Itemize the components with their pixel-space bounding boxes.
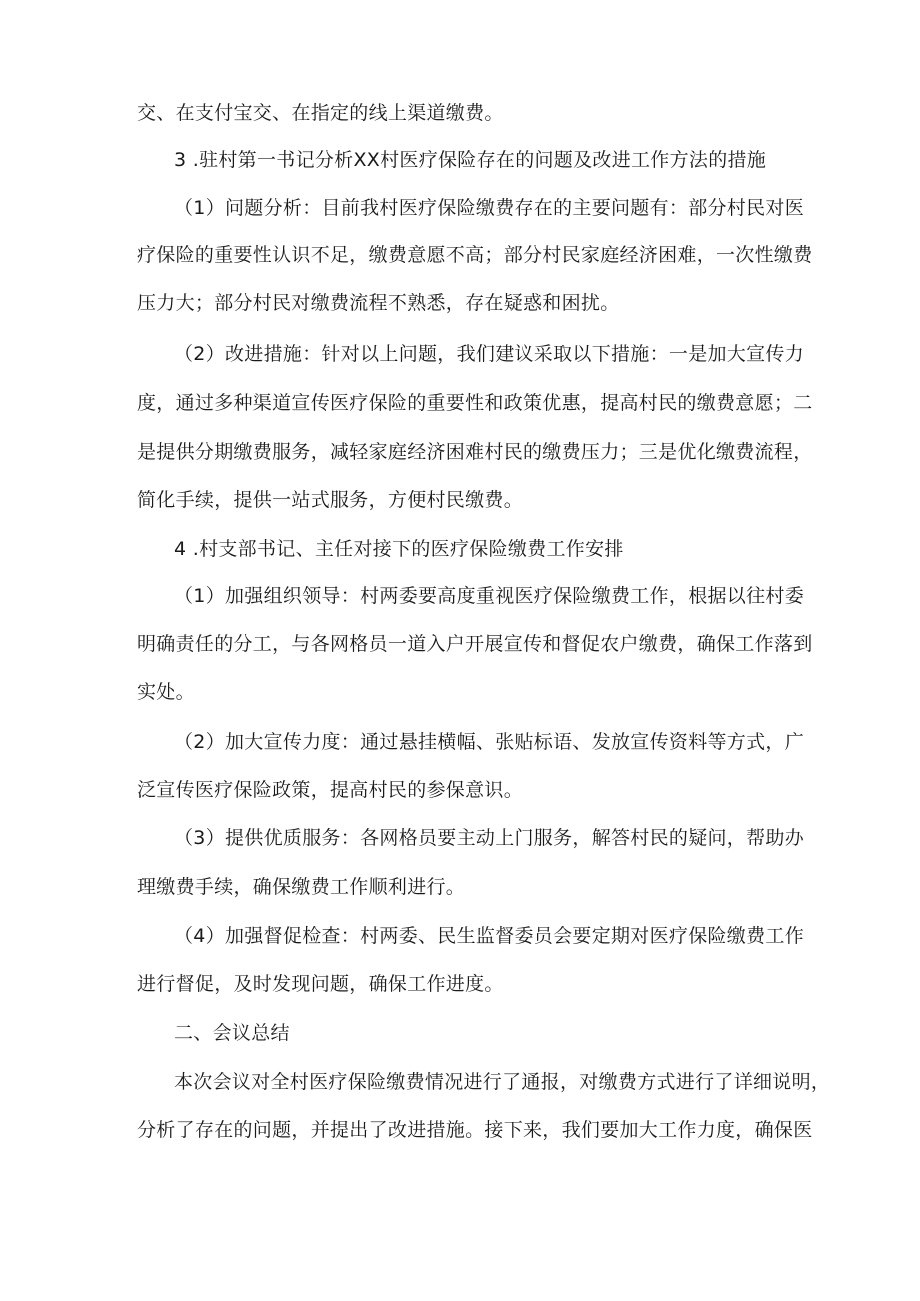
text-line-12: 明确责任的分工，与各网格员一道入户开展宣传和督促农户缴费，确保工作落到: [137, 633, 813, 655]
text-line-15: 泛宣传医疗保险政策，提高村民的参保意识。: [137, 779, 524, 801]
text-line-6: （2）改进措施：针对以上问题，我们建议采取以下措施：一是加大宣传力: [174, 343, 804, 365]
text-line-4: 疗保险的重要性认识不足，缴费意愿不高；部分村民家庭经济困难，一次性缴费: [137, 244, 813, 266]
text-line-18: （4）加强督促检查：村两委、民生监督委员会要定期对医疗保险缴费工作: [174, 925, 804, 947]
text-line-3: （1）问题分析：目前我村医疗保险缴费存在的主要问题有：部分村民对医: [174, 197, 804, 219]
section-heading-summary: 二、会议总结: [174, 1022, 290, 1044]
section-heading-3: 3 .驻村第一书记分析XX村医疗保险存在的问题及改进工作方法的措施: [174, 149, 767, 171]
text-line-8: 是提供分期缴费服务，减轻家庭经济困难村民的缴费压力；三是优化缴费流程，: [137, 441, 813, 463]
text-line-17: 理缴费手续，确保缴费工作顺利进行。: [137, 876, 466, 898]
text-line-21: 本次会议对全村医疗保险缴费情况进行了通报，对缴费方式进行了详细说明，: [174, 1071, 831, 1093]
text-line-16: （3）提供优质服务：各网格员要主动上门服务，解答村民的疑问，帮助办: [174, 827, 804, 849]
text-line-5: 压力大；部分村民对缴费流程不熟悉，存在疑惑和困扰。: [137, 292, 620, 314]
section-heading-4: 4 .村支部书记、主任对接下的医疗保险缴费工作安排: [174, 538, 624, 560]
text-line-9: 简化手续，提供一站式服务，方便村民缴费。: [137, 489, 524, 511]
text-line-22: 分析了存在的问题，并提出了改进措施。接下来，我们要加大工作力度，确保医: [137, 1119, 813, 1141]
text-line-13: 实处。: [137, 681, 195, 703]
text-line-1: 交、在支付宝交、在指定的线上渠道缴费。: [137, 102, 504, 124]
text-line-11: （1）加强组织领导：村两委要高度重视医疗保险缴费工作，根据以往村委: [174, 585, 804, 607]
text-line-14: （2）加大宣传力度：通过悬挂横幅、张贴标语、发放宣传资料等方式，广: [174, 731, 804, 753]
text-line-7: 度，通过多种渠道宣传医疗保险的重要性和政策优惠，提高村民的缴费意愿；二: [137, 392, 813, 414]
text-line-19: 进行督促，及时发现问题，确保工作进度。: [137, 973, 504, 995]
